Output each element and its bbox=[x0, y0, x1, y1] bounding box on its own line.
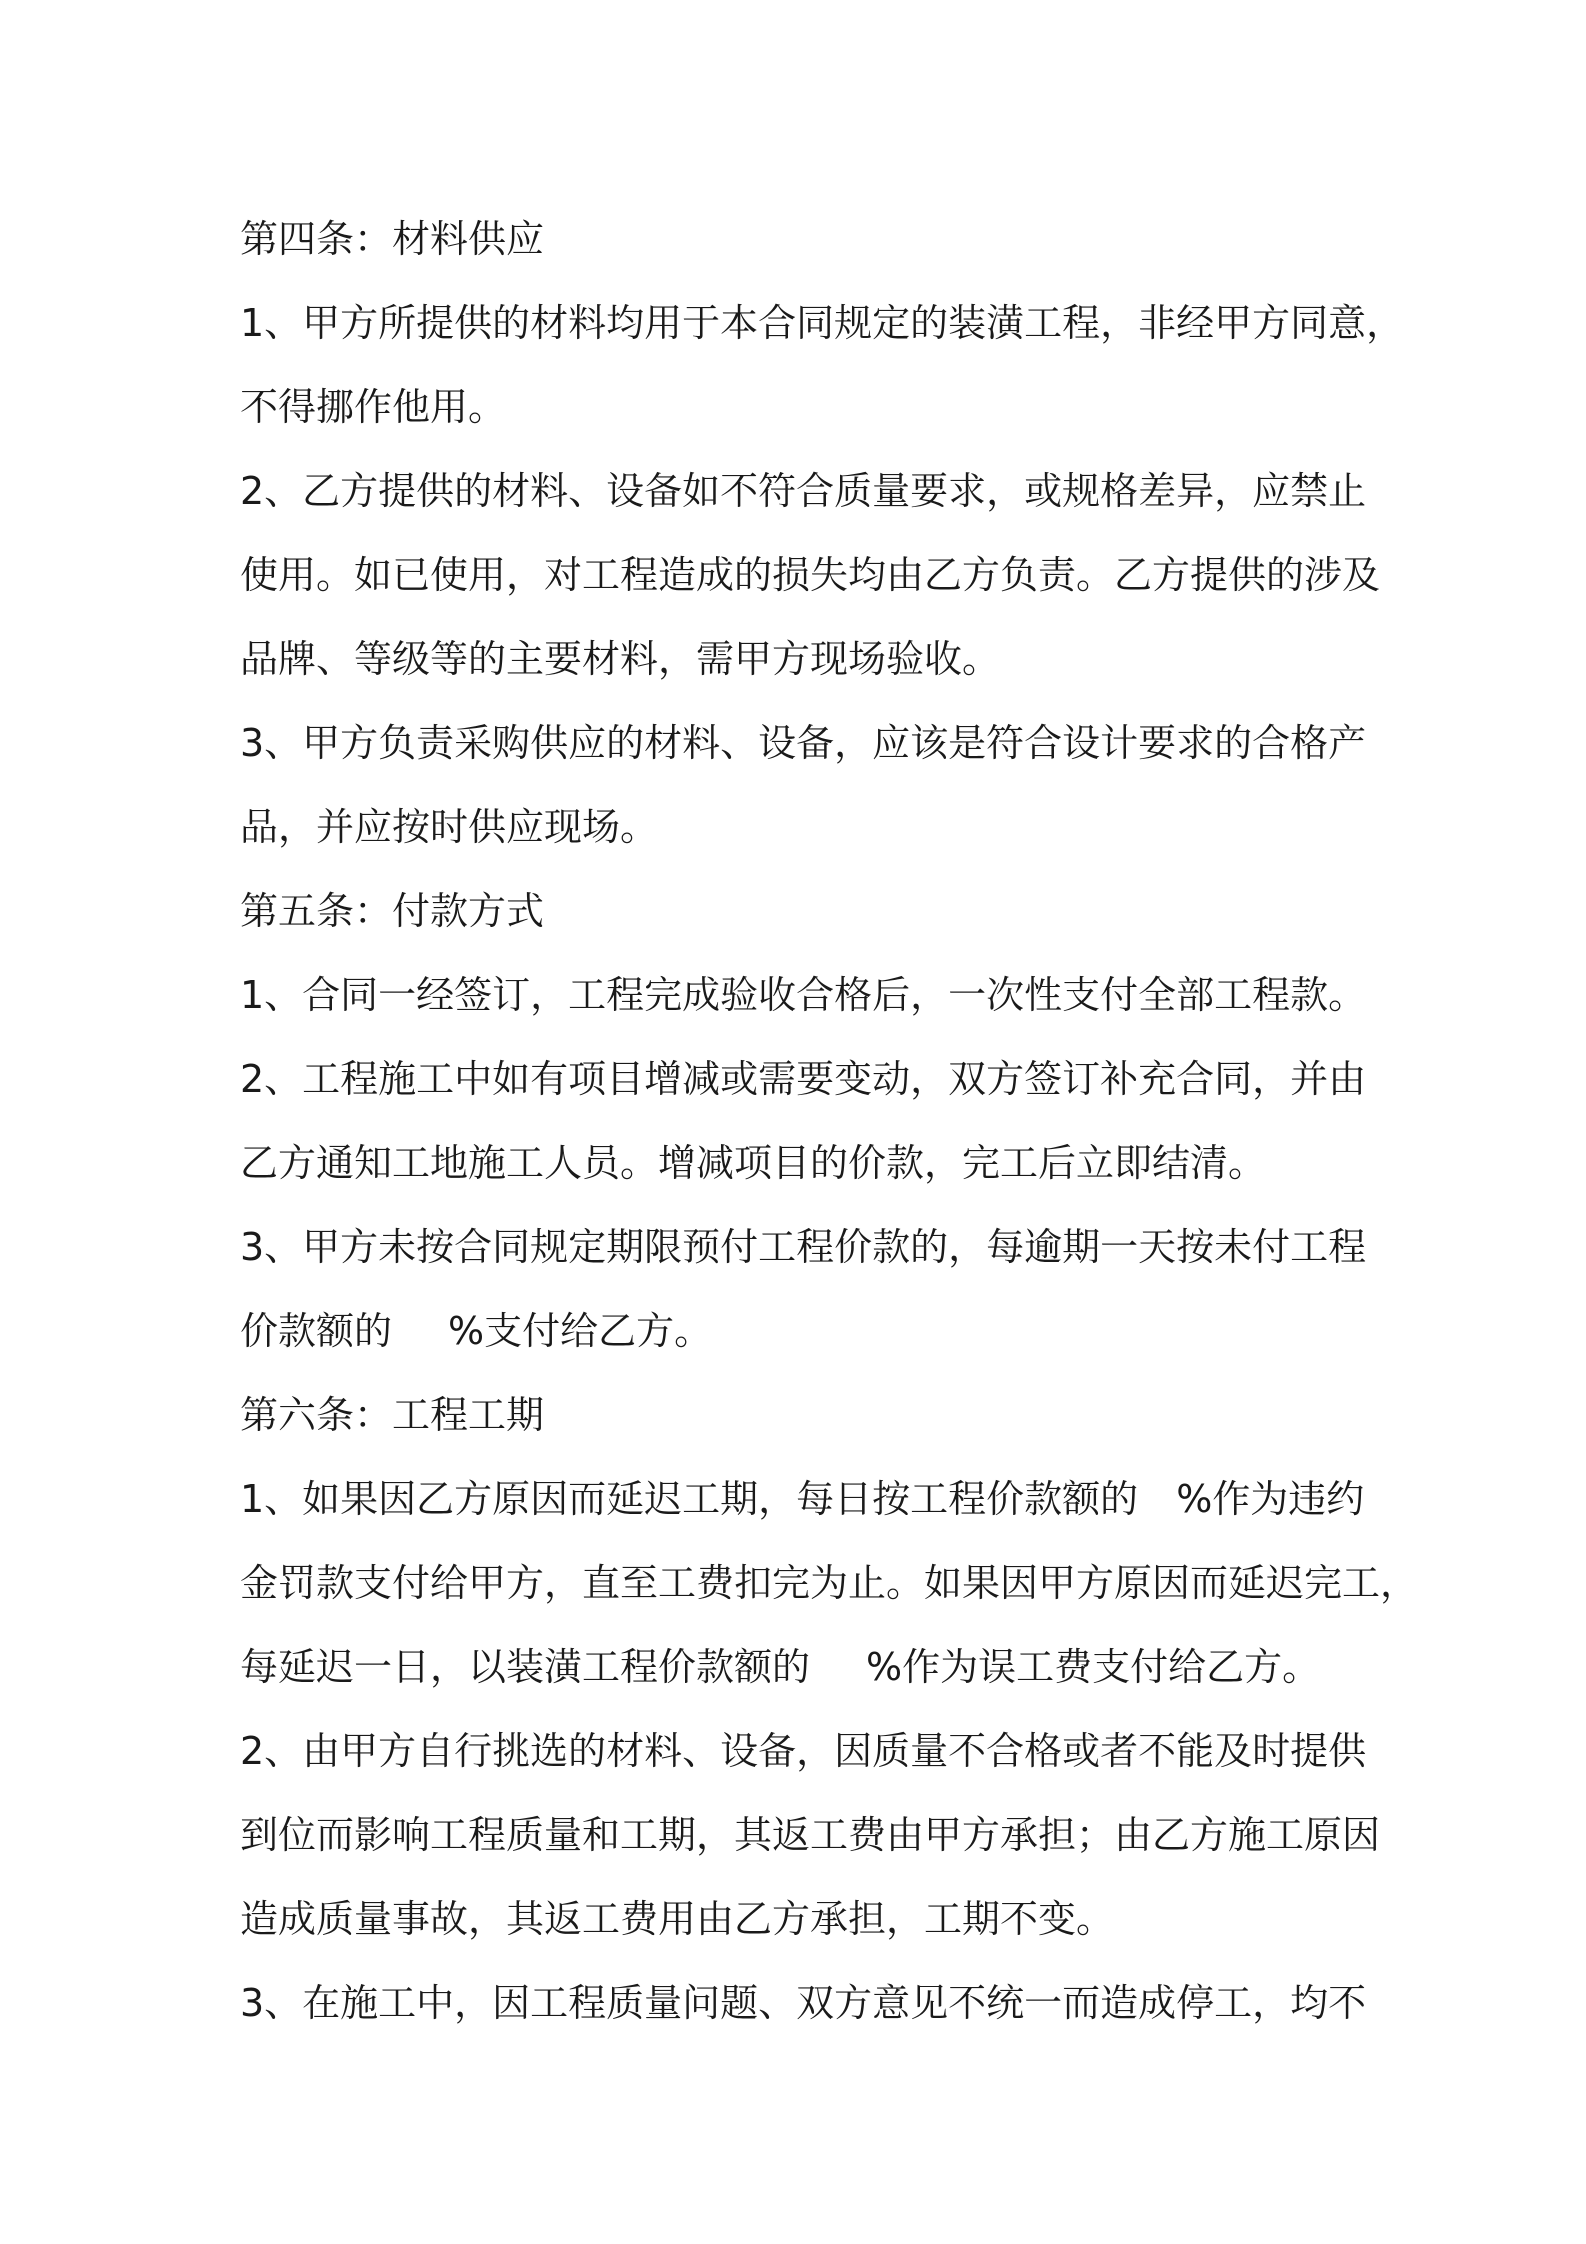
paragraph-line: 品，并应按时供应现场。 bbox=[240, 805, 659, 849]
paragraph-line: 2、由甲方自行挑选的材料、设备，因质量不合格或者不能及时提供 bbox=[240, 1729, 1367, 1773]
paragraph-line: 乙方通知工地施工人员。增减项目的价款，完工后立即结清。 bbox=[240, 1141, 1267, 1185]
paragraph-line: 1、甲方所提供的材料均用于本合同规定的装潢工程，非经甲方同意， bbox=[240, 301, 1405, 345]
section-heading-6: 第六条：工程工期 bbox=[240, 1393, 545, 1437]
paragraph-line bbox=[240, 1625, 1370, 1709]
paragraph-line: 品牌、等级等的主要材料，需甲方现场验收。 bbox=[240, 637, 1001, 681]
paragraph-line: 金罚款支付给甲方，直至工费扣完为止。如果因甲方原因而延迟完工， bbox=[240, 1561, 1419, 1605]
paragraph-line: 2、工程施工中如有项目增减或需要变动，双方签订补充合同，并由 bbox=[240, 1057, 1367, 1101]
line-text: 价款额的 bbox=[240, 1309, 393, 1353]
contract-body bbox=[240, 197, 1419, 2045]
line-text: %作为误工费支付给乙方。 bbox=[866, 1645, 1321, 1689]
paragraph-line: 1、合同一经签订，工程完成验收合格后，一次性支付全部工程款。 bbox=[240, 973, 1367, 1017]
line-text: %支付给乙方。 bbox=[448, 1309, 713, 1353]
line-text: 1、如果因乙方原因而延迟工期，每日按工程价款额的 bbox=[240, 1477, 1139, 1521]
paragraph-line bbox=[240, 1457, 1370, 1541]
paragraph-line bbox=[240, 1289, 1370, 1373]
paragraph-line: 3、甲方负责采购供应的材料、设备，应该是符合设计要求的合格产 bbox=[240, 721, 1367, 765]
paragraph-line: 到位而影响工程质量和工期，其返工费由甲方承担；由乙方施工原因 bbox=[240, 1813, 1381, 1857]
paragraph-line: 3、甲方未按合同规定期限预付工程价款的，每逾期一天按未付工程 bbox=[240, 1225, 1367, 1269]
paragraph-line: 2、乙方提供的材料、设备如不符合质量要求，或规格差异，应禁止 bbox=[240, 469, 1367, 513]
paragraph-line: 3、在施工中，因工程质量问题、双方意见不统一而造成停工，均不 bbox=[240, 1981, 1367, 2025]
paragraph-line: 不得挪作他用。 bbox=[240, 385, 507, 429]
line-text: %作为违约 bbox=[1176, 1477, 1365, 1521]
section-heading-4: 第四条：材料供应 bbox=[240, 217, 545, 261]
paragraph-line: 使用。如已使用，对工程造成的损失均由乙方负责。乙方提供的涉及 bbox=[240, 553, 1381, 597]
section-heading-5: 第五条：付款方式 bbox=[240, 889, 545, 933]
line-text: 每延迟一日，以装潢工程价款额的 bbox=[240, 1645, 811, 1689]
paragraph-line: 造成质量事故，其返工费用由乙方承担，工期不变。 bbox=[240, 1897, 1115, 1941]
